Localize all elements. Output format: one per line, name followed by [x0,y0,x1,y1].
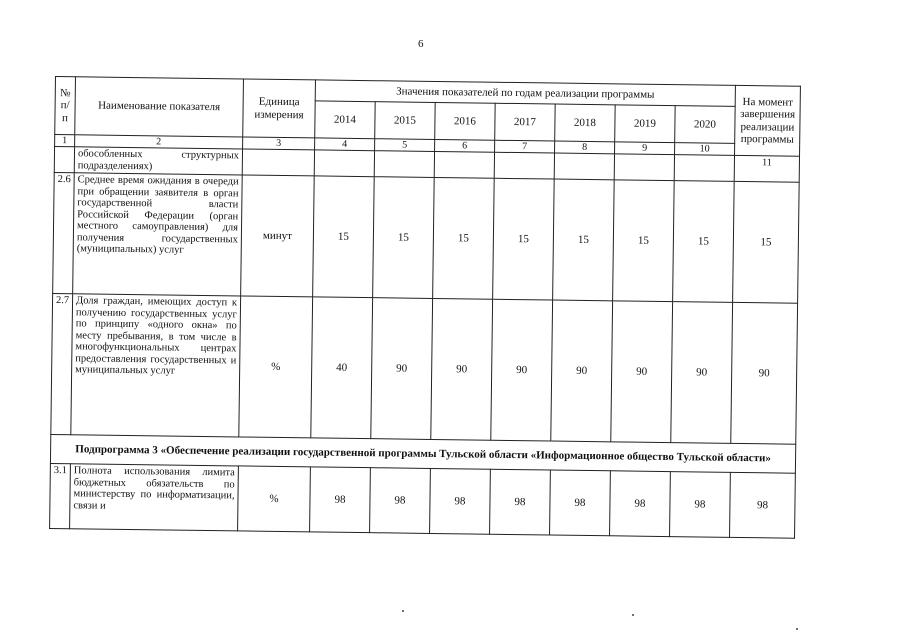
index-cell: 8 [555,141,615,154]
row-value: 15 [553,179,615,301]
continuation-empty [374,151,434,178]
index-cell: 4 [315,138,375,151]
row-name: Доля граждан, имеющих доступ к получению государственных услуг по принципу «одного окна» по месту пребывания, в том числе в многофункциональных центрах предоставления государственных и муниципальных услуг [71,294,241,437]
index-cell: 7 [495,140,555,153]
header-year: 2017 [495,103,555,141]
indicator-table [49,76,801,539]
subprogram-title: Подпрограмма 3 «Обеспечение реализации государственной программы Тульской области «Информационное общество Тульской области» [50,435,795,474]
header-year: 2020 [675,106,736,144]
row-value: 98 [610,471,671,537]
row-value: 15 [673,181,735,303]
row-value: 98 [490,469,551,535]
row-value: 98 [310,467,371,533]
header-year: 2019 [615,105,675,143]
row-final: 90 [731,302,798,444]
header-year: 2018 [555,104,615,142]
header-year: 2014 [315,101,375,139]
row-value: 98 [670,472,731,538]
table-row [51,294,798,445]
scan-speck [402,610,404,612]
index-cell: 9 [615,142,675,155]
row-value: 90 [671,302,733,444]
row-value: 90 [431,299,493,441]
continuation-empty [494,152,554,179]
table-row [50,464,796,539]
header-year: 2015 [375,102,435,140]
row-unit: % [239,296,313,438]
continuation-empty [242,149,314,176]
row-value: 98 [370,468,431,534]
continuation-text: обособленных структурных подразделениях) [74,147,242,175]
indicator-table-wrapper [49,76,800,539]
header-year: 2016 [435,102,495,140]
row-value: 90 [371,298,433,440]
index-cell: 2 [75,135,243,149]
row-value: 40 [311,297,373,439]
row-final: 98 [730,472,796,538]
table-row [53,173,800,304]
row-num: 3.1 [50,464,71,529]
row-unit: минут [241,175,315,297]
row-value: 90 [491,299,553,441]
row-name: Среднее время ожидания в очереди при обращении заявителя в орган государственной власти Российской Федерации (орган местного самоуправления) для получения государственных (муниципальных) услуг [73,173,243,296]
header-values-group: Значения показателей по годам реализации программы [315,80,735,106]
index-cell: 6 [435,139,495,152]
header-unit: Единица измерения [243,79,316,138]
header-name: Наименование показателя [75,77,244,137]
row-value: 15 [493,178,555,300]
index-cell: 1 [55,135,75,147]
continuation-empty [674,155,734,182]
index-cell: 5 [375,139,435,152]
continuation-empty [314,150,374,177]
continuation-empty [614,154,674,181]
scan-speck [796,628,798,630]
header-num: № п/п [55,77,76,135]
row-unit: % [238,466,311,532]
row-value: 90 [611,301,673,443]
scan-speck [632,614,634,616]
continuation-num [54,147,74,173]
continuation-empty [434,151,494,178]
row-name: Полнота использования лимита бюджетных обязательств по министерству по информатизации, связи и [70,464,239,531]
row-value: 15 [613,180,675,302]
row-value: 15 [433,178,495,300]
row-num: 2.6 [53,173,75,294]
index-cell: 3 [243,137,315,150]
header-final: На момент завершения реализации программы [735,85,801,156]
row-value: 15 [313,176,375,298]
row-num: 2.7 [51,294,73,435]
index-cell: 11 [734,155,799,182]
continuation-empty [554,153,614,180]
row-value: 98 [550,470,611,536]
index-cell: 10 [675,143,735,156]
row-value: 15 [373,177,435,299]
row-final: 15 [733,181,800,303]
row-value: 98 [430,469,491,535]
page-number: 6 [418,38,424,50]
row-value: 90 [551,300,613,442]
